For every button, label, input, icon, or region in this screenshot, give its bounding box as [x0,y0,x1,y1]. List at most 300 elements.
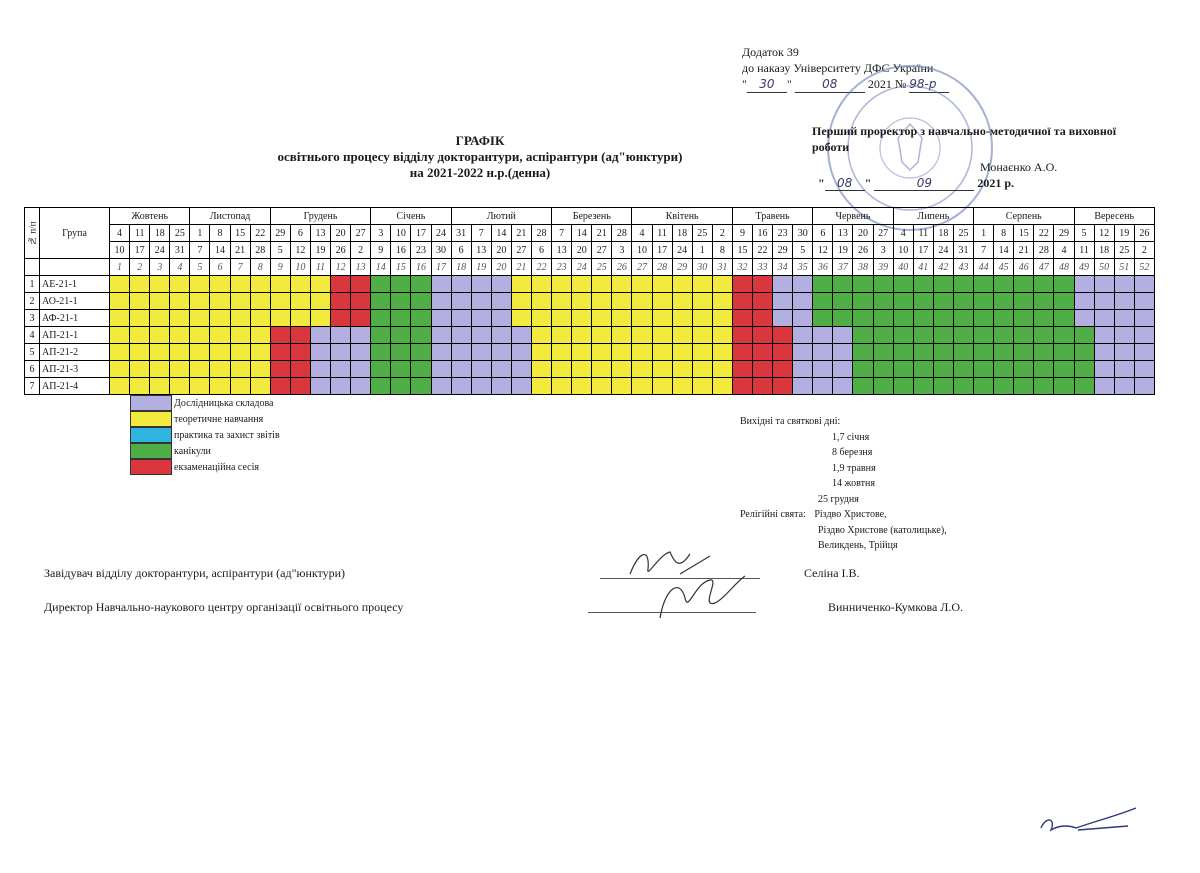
schedule-cell [813,327,833,344]
schedule-cell [351,310,371,327]
holidays-title: Вихідні та святкові дні: [740,416,841,427]
schedule-cell [853,310,873,327]
table-row [25,378,1155,395]
week-start-day: 17 [411,225,431,242]
schedule-cell [331,276,351,293]
schedule-cell [833,293,853,310]
week-start-day: 6 [813,225,833,242]
week-start-day: 15 [230,225,250,242]
week-end-day: 10 [893,242,913,259]
schedule-cell [471,378,491,395]
week-number: 48 [1054,259,1074,276]
schedule-cell [491,293,511,310]
schedule-cell [1094,378,1114,395]
schedule-cell [411,344,431,361]
schedule-cell [873,276,893,293]
schedule-cell [1134,276,1154,293]
schedule-cell [933,361,953,378]
schedule-cell [974,276,994,293]
schedule-cell [210,378,230,395]
schedule-cell [933,293,953,310]
schedule-cell [1034,327,1054,344]
week-end-day: 27 [511,242,531,259]
schedule-cell [1034,310,1054,327]
group-name: АП-21-4 [40,378,110,395]
schedule-cell [953,344,973,361]
week-start-day: 25 [170,225,190,242]
week-start-day: 11 [652,225,672,242]
schedule-cell [732,378,752,395]
schedule-cell [1114,276,1134,293]
signature-1-position: Завідувач відділу докторантури, аспірантури (ад"юнктури) [44,566,346,580]
group-number: 5 [25,344,40,361]
week-start-day: 7 [471,225,491,242]
schedule-cell [994,344,1014,361]
schedule-cell [1014,344,1034,361]
week-end-day: 17 [913,242,933,259]
schedule-cell [310,327,330,344]
schedule-cell [632,378,652,395]
schedule-cell [351,378,371,395]
schedule-cell [612,276,632,293]
schedule-cell [371,293,391,310]
schedule-cell [290,344,310,361]
group-name: АП-21-1 [40,327,110,344]
schedule-cell [230,310,250,327]
schedule-cell [552,344,572,361]
week-start-day: 13 [310,225,330,242]
week-number: 31 [712,259,732,276]
week-number: 9 [270,259,290,276]
schedule-cell [572,276,592,293]
schedule-cell [170,310,190,327]
week-start-day: 3 [371,225,391,242]
week-end-day: 24 [150,242,170,259]
schedule-cell [190,378,210,395]
schedule-cell [974,361,994,378]
schedule-cell [210,344,230,361]
schedule-cell [933,276,953,293]
schedule-cell [531,344,551,361]
holiday-item: 8 березня [832,447,873,458]
week-start-day: 26 [1134,225,1154,242]
schedule-cell [652,293,672,310]
schedule-cell [110,293,130,310]
order-month: 08 [795,76,865,93]
schedule-cell [331,361,351,378]
week-end-day: 5 [270,242,290,259]
schedule-cell [1074,378,1094,395]
week-number: 18 [451,259,471,276]
schedule-cell [672,310,692,327]
schedule-cell [110,310,130,327]
week-end-day: 21 [230,242,250,259]
schedule-cell [1094,310,1114,327]
schedule-cell [531,310,551,327]
week-start-day: 21 [511,225,531,242]
week-start-day: 9 [732,225,752,242]
schedule-cell [994,378,1014,395]
schedule-cell [250,327,270,344]
schedule-cell [612,361,632,378]
week-end-day: 26 [331,242,351,259]
schedule-cell [250,378,270,395]
schedule-cell [1114,293,1134,310]
month-header: Вересень [1074,208,1154,225]
schedule-cell [933,344,953,361]
schedule-cell [873,361,893,378]
week-start-day: 22 [250,225,270,242]
schedule-cell [753,293,773,310]
schedule-cell [793,293,813,310]
schedule-cell [391,293,411,310]
schedule-cell [431,276,451,293]
schedule-cell [692,378,712,395]
schedule-cell [974,378,994,395]
schedule-cell [290,327,310,344]
week-number: 29 [672,259,692,276]
schedule-cell [1134,327,1154,344]
order-year: 2021 № [867,77,907,91]
schedule-cell [170,276,190,293]
week-number: 39 [873,259,893,276]
schedule-cell [531,293,551,310]
schedule-cell [893,310,913,327]
schedule-cell [913,361,933,378]
group-number: 3 [25,310,40,327]
schedule-cell [1074,276,1094,293]
schedule-cell [913,378,933,395]
schedule-cell [773,344,793,361]
week-end-day: 2 [1134,242,1154,259]
week-start-day: 27 [351,225,371,242]
schedule-cell [853,344,873,361]
schedule-cell [491,327,511,344]
schedule-cell [511,293,531,310]
schedule-cell [853,361,873,378]
schedule-cell [913,310,933,327]
schedule-cell [753,310,773,327]
schedule-cell [793,327,813,344]
schedule-cell [270,361,290,378]
week-end-day: 23 [411,242,431,259]
schedule-cell [310,361,330,378]
week-number-spacer [40,259,110,276]
week-start-day: 11 [130,225,150,242]
legend-item [130,443,280,459]
schedule-cell [994,327,1014,344]
schedule-cell [210,276,230,293]
week-number-spacer [25,259,40,276]
schedule-cell [310,310,330,327]
schedule-cell [190,361,210,378]
schedule-cell [974,310,994,327]
num-header: № п/п [25,208,40,259]
table-row [25,310,1155,327]
schedule-cell [974,293,994,310]
table-row [25,293,1155,310]
schedule-cell [150,276,170,293]
schedule-cell [431,344,451,361]
schedule-cell [411,293,431,310]
schedule-cell [491,344,511,361]
schedule-cell [994,310,1014,327]
signature-2-position: Директор Навчально-наукового центру організації освітнього процесу [44,600,404,614]
week-end-day: 3 [612,242,632,259]
week-start-day: 31 [451,225,471,242]
schedule-cell [552,378,572,395]
week-start-day: 27 [873,225,893,242]
month-header: Листопад [190,208,270,225]
schedule-cell [753,361,773,378]
schedule-cell [170,378,190,395]
schedule-cell [1094,361,1114,378]
group-name: АО-21-1 [40,293,110,310]
schedule-cell [391,361,411,378]
schedule-cell [833,361,853,378]
holiday-item: 25 грудня [818,493,859,505]
schedule-cell [130,327,150,344]
group-number: 6 [25,361,40,378]
schedule-cell [813,310,833,327]
week-end-day: 6 [531,242,551,259]
schedule-cell [1014,276,1034,293]
schedule-cell [290,361,310,378]
week-start-day: 14 [572,225,592,242]
schedule-cell [491,378,511,395]
schedule-cell [552,327,572,344]
schedule-cell [632,344,652,361]
week-end-day: 11 [1074,242,1094,259]
week-start-day: 5 [1074,225,1094,242]
schedule-cell [873,344,893,361]
week-number: 28 [652,259,672,276]
schedule-cell [913,344,933,361]
week-start-day: 4 [632,225,652,242]
schedule-cell [893,361,913,378]
week-end-day: 10 [632,242,652,259]
week-end-day: 31 [953,242,973,259]
week-number: 11 [310,259,330,276]
schedule-cell [853,378,873,395]
schedule-cell [612,293,632,310]
schedule-cell [732,344,752,361]
month-header: Червень [813,208,893,225]
schedule-cell [270,344,290,361]
schedule-cell [793,310,813,327]
schedule-cell [250,293,270,310]
schedule-cell [531,327,551,344]
schedule-cell [230,361,250,378]
holiday-item: 14 жовтня [832,478,875,489]
week-end-day: 16 [391,242,411,259]
week-number: 43 [953,259,973,276]
schedule-cell [411,276,431,293]
schedule-cell [813,344,833,361]
week-start-day: 15 [1014,225,1034,242]
schedule-cell [813,293,833,310]
approval-year: 2021 р. [977,176,1015,190]
legend-swatch [130,427,172,443]
schedule-cell [391,310,411,327]
schedule-cell [270,310,290,327]
schedule-cell [331,293,351,310]
schedule-cell [592,310,612,327]
schedule-cell [712,310,732,327]
schedule-cell [1034,293,1054,310]
week-number: 40 [893,259,913,276]
week-number: 49 [1074,259,1094,276]
week-start-day: 30 [793,225,813,242]
schedule-cell [732,276,752,293]
schedule-cell [270,378,290,395]
week-number: 13 [351,259,371,276]
schedule-cell [793,276,813,293]
month-header: Грудень [270,208,370,225]
month-header: Серпень [974,208,1074,225]
schedule-cell [953,293,973,310]
schedule-cell [270,293,290,310]
religious-label: Релігійні свята: [740,509,806,520]
schedule-cell [531,378,551,395]
schedule-cell [471,293,491,310]
schedule-cell [893,276,913,293]
schedule-cell [130,293,150,310]
schedule-cell [351,344,371,361]
legend-label: Дослідницька складова [174,397,274,409]
schedule-cell [451,361,471,378]
week-start-day: 22 [1034,225,1054,242]
schedule-cell [753,276,773,293]
week-end-day: 17 [130,242,150,259]
schedule-cell [974,344,994,361]
week-number: 5 [190,259,210,276]
schedule-cell [632,361,652,378]
schedule-cell [632,310,652,327]
signature-1-name: Селіна І.В. [804,566,860,580]
week-number: 12 [331,259,351,276]
schedule-cell [672,327,692,344]
schedule-cell [913,276,933,293]
schedule-cell [451,293,471,310]
schedule-cell [1034,344,1054,361]
schedule-cell [833,378,853,395]
schedule-cell [150,327,170,344]
week-end-day: 14 [994,242,1014,259]
schedule-cell [331,327,351,344]
schedule-cell [431,293,451,310]
week-end-day: 13 [552,242,572,259]
week-start-day: 14 [491,225,511,242]
schedule-cell [431,361,451,378]
schedule-cell [1034,361,1054,378]
week-end-day: 12 [813,242,833,259]
schedule-cell [471,276,491,293]
schedule-cell [210,361,230,378]
approval-month: 09 [874,176,974,191]
schedule-cell [170,344,190,361]
schedule-cell [351,276,371,293]
schedule-cell [1054,327,1074,344]
schedule-cell [1014,327,1034,344]
schedule-cell [592,276,612,293]
week-start-day: 4 [893,225,913,242]
schedule-cell [873,310,893,327]
schedule-cell [552,310,572,327]
schedule-cell [572,327,592,344]
schedule-cell [672,378,692,395]
schedule-cell [813,361,833,378]
schedule-cell [994,293,1014,310]
religious-item: Різдво Христове (католицьке), [818,524,947,536]
schedule-cell [1034,378,1054,395]
schedule-cell [712,293,732,310]
schedule-cell [1074,293,1094,310]
legend-label: теоретичне навчання [174,413,264,425]
schedule-cell [873,378,893,395]
schedule-cell [652,276,672,293]
week-start-day: 10 [391,225,411,242]
schedule-cell [431,327,451,344]
schedule-cell [1114,344,1134,361]
schedule-cell [572,310,592,327]
schedule-cell [511,327,531,344]
week-number: 22 [531,259,551,276]
schedule-cell [773,310,793,327]
week-end-day: 10 [110,242,130,259]
group-number: 1 [25,276,40,293]
schedule-cell [190,310,210,327]
week-end-day: 28 [250,242,270,259]
schedule-cell [652,344,672,361]
schedule-cell [652,378,672,395]
legend-item [130,395,280,411]
schedule-cell [953,361,973,378]
legend-item [130,427,280,443]
schedule-cell [913,327,933,344]
week-start-day: 19 [1114,225,1134,242]
schedule-cell [1054,310,1074,327]
schedule-table-wrapper [24,207,1155,395]
schedule-cell [612,344,632,361]
week-start-day: 13 [833,225,853,242]
week-start-day: 20 [331,225,351,242]
week-number: 1 [110,259,130,276]
approval-position: Перший проректор з навчально-методичної та виховної роботи [812,124,1117,154]
week-end-day: 4 [1054,242,1074,259]
schedule-cell [833,327,853,344]
schedule-cell [953,378,973,395]
order-number: 98-р [909,76,949,93]
week-start-day: 24 [431,225,451,242]
schedule-cell [672,344,692,361]
week-start-day: 1 [190,225,210,242]
week-number: 26 [612,259,632,276]
legend-item [130,411,280,427]
week-end-day: 25 [1114,242,1134,259]
schedule-cell [833,310,853,327]
schedule-cell [773,327,793,344]
schedule-cell [572,293,592,310]
schedule-cell [953,276,973,293]
schedule-cell [672,361,692,378]
holiday-item: 1,7 січня [832,431,870,443]
week-number: 47 [1034,259,1054,276]
schedule-cell [230,344,250,361]
week-number: 16 [411,259,431,276]
schedule-cell [652,327,672,344]
schedule-cell [994,276,1014,293]
